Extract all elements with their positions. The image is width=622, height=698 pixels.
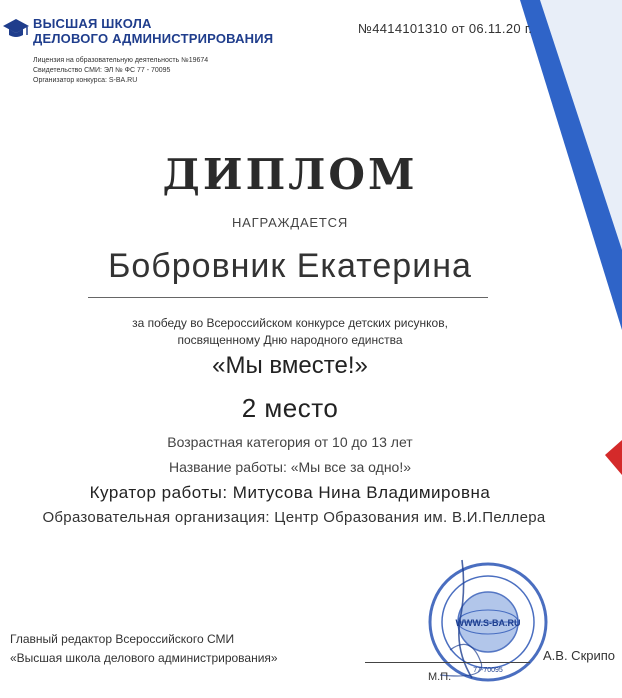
license-text: Лицензия на образовательную деятельность №19674 bbox=[33, 57, 209, 64]
recipient-underline bbox=[88, 297, 488, 298]
description-line2: посвященному Дню народного единства bbox=[177, 333, 403, 347]
signer-position-line1: Главный редактор Всероссийского СМИ bbox=[10, 632, 235, 646]
stamp-site-text: WWW.S-BA.RU bbox=[455, 618, 521, 628]
description-line1: за победу во Всероссийском конкурсе детских рисунков, bbox=[132, 316, 448, 330]
graduation-cap-icon bbox=[2, 16, 30, 42]
organization-name-line1: ВЫСШАЯ ШКОЛА bbox=[33, 16, 152, 31]
place-award: 2 место bbox=[241, 393, 339, 423]
media-certificate-text: Свидетельство СМИ: ЭЛ № ФС 77 - 70095 bbox=[33, 67, 171, 74]
signer-position-line2: «Высшая школа делового администрирования» bbox=[10, 651, 278, 665]
contest-organizer-text: Организатор конкурса: S-BA.RU bbox=[33, 77, 138, 84]
curator-name: Куратор работы: Митусова Нина Владимировна bbox=[89, 483, 491, 502]
awarded-label: НАГРАЖДАЕТСЯ bbox=[231, 215, 349, 230]
recipient-name: Бобровник Екатерина bbox=[108, 247, 472, 285]
work-title: Название работы: «Мы все за одно!» bbox=[168, 459, 412, 475]
signature-line bbox=[365, 662, 530, 663]
organization-name-line2: ДЕЛОВОГО АДМИНИСТРИРОВАНИЯ bbox=[33, 31, 274, 46]
seal-place-label: М.П. bbox=[428, 671, 452, 683]
stamp-number-text: 77-70095 bbox=[473, 667, 503, 674]
school-name: Образовательная организация: Центр Образования им. В.И.Пеллера bbox=[42, 509, 546, 526]
age-category: Возрастная категория от 10 до 13 лет bbox=[167, 434, 413, 450]
signer-name: А.В. Скрипо bbox=[543, 648, 616, 663]
diploma-title: ДИПЛОМ bbox=[162, 150, 418, 199]
official-stamp bbox=[420, 550, 550, 690]
document-number: №4414101310 от 06.11.20 г. bbox=[358, 21, 533, 36]
contest-name: «Мы вместе!» bbox=[212, 352, 368, 379]
